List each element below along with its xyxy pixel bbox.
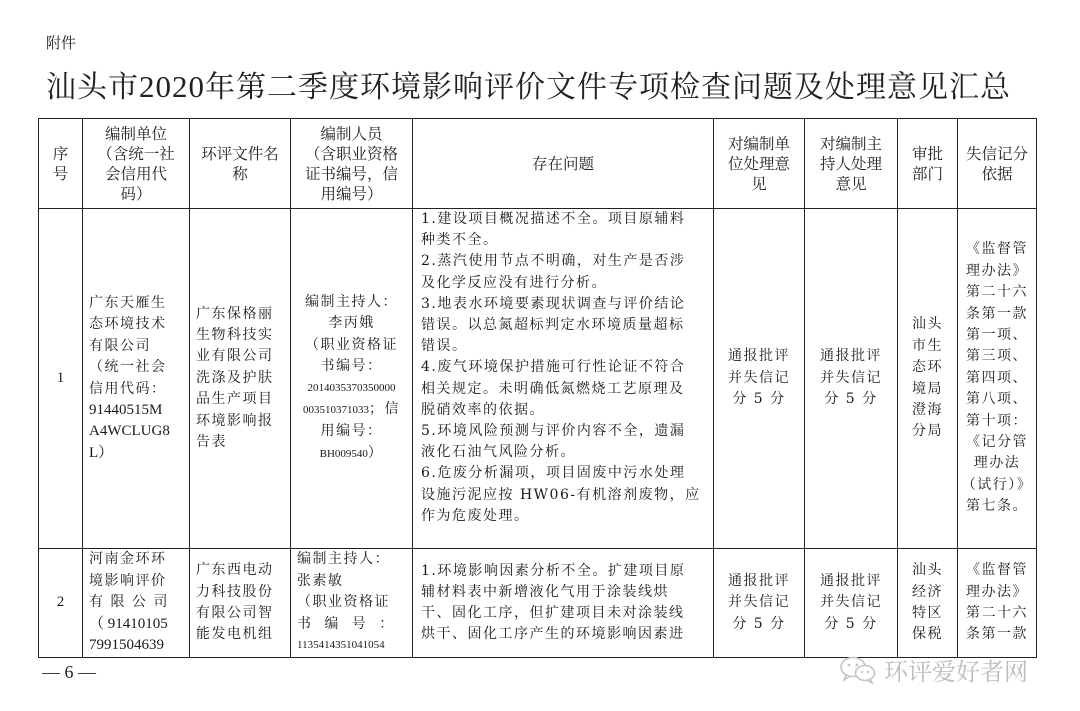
issue-item (421, 463, 705, 527)
cell-line: 广东西电动 (196, 562, 274, 579)
credit-separator: ；信 (369, 400, 400, 417)
cell-line: 位处理意 (727, 154, 790, 173)
cell-line: 洗涤及护肤 (196, 369, 274, 386)
header-dept (898, 119, 958, 209)
cell-line: 用编号） (320, 184, 383, 203)
cell-line: 持人处理 (819, 154, 882, 173)
cell-line: 第三项、 (966, 348, 1028, 365)
cell-line: 对编制主 (819, 134, 882, 153)
cert-label: （职业资格证 (297, 594, 390, 611)
issue-line: 脱硝效率的依据。 (421, 401, 545, 418)
cell-line: 态环 (912, 359, 943, 376)
header-doc-name (190, 119, 291, 209)
issue-item (421, 209, 705, 251)
cell-line: 广东保格丽 (196, 305, 274, 322)
cell-line: 环评文件名 (201, 144, 279, 163)
cell-line: 有 限 公 司 (89, 594, 169, 611)
cell-line: 告表 (196, 434, 227, 451)
wechat-icon (838, 655, 878, 685)
table-row (39, 549, 1037, 658)
cert-number: 1135414351041054 (297, 639, 385, 652)
cell-line: 态环境技术 (89, 316, 167, 333)
cell-line: 依据 (981, 164, 1013, 183)
cert-label: （职业资格证 (305, 336, 398, 353)
cell-line: 通报批评 (820, 572, 882, 589)
cell-line: 意见 (835, 174, 867, 193)
cell-line: 保税 (912, 626, 943, 643)
cell-line: 第二十六 (966, 605, 1028, 621)
cell-line: 特区 (912, 605, 943, 621)
page-title (46, 62, 1011, 106)
cell-line: L） (89, 444, 114, 461)
cell-line: 审批 (911, 144, 943, 163)
cell-line: 理办法》 (966, 583, 1028, 600)
cell-line: 境影响评价 (89, 572, 167, 589)
cell-line: 有限公司 (89, 337, 151, 354)
watermark-text: 环评爱好者网 (884, 658, 1028, 686)
cell-line: 《记分管 (966, 434, 1028, 451)
attachment-label: 附件 (46, 34, 77, 52)
header-issues (413, 119, 714, 209)
cell-line: 业有限公司 (196, 348, 274, 365)
cell-line: 并失信记 (820, 369, 882, 386)
issue-line: 1.环境影响因素分析不全。扩建项目原 (421, 562, 686, 579)
issue-line: 3.地表水环境要素现状调查与评价结论 (421, 295, 686, 312)
row-doc-name (190, 549, 291, 658)
issue-item (421, 357, 705, 421)
cell-line: 通报批评 (728, 572, 790, 589)
cell-line: 号 (52, 164, 69, 183)
cell-line: 通报批评 (728, 348, 790, 365)
header-seq (39, 119, 83, 209)
issue-item (421, 561, 705, 646)
issue-line: 辅材料表中新增液化气用于涂装线烘 (421, 583, 669, 600)
cell-line: 经济 (912, 583, 943, 600)
cell-line: 第四项、 (966, 369, 1028, 386)
row-seq: 2 (39, 549, 83, 658)
close-paren: ） (367, 444, 384, 461)
row-issues (413, 209, 714, 549)
row-staff (291, 549, 413, 658)
table-header-row (39, 119, 1037, 209)
row-basis (958, 209, 1037, 549)
cell-line: 《监督管 (966, 241, 1028, 258)
issue-line: 4.废气环境保护措施可行性论证不符合 (421, 359, 686, 376)
issue-line: 1.建设项目概况描述不全。项目原辅料 (421, 211, 686, 227)
cell-line: 91440515M (89, 401, 163, 418)
issue-line: 干、固化工序，但扩建项目未对涂装线 (421, 605, 685, 621)
cert-number: 2014035370350000 (307, 381, 396, 394)
cell-line: （ 91410105 (89, 615, 168, 632)
cell-line: 条第一款 (966, 626, 1028, 643)
cell-line: 品生产项目 (196, 391, 274, 408)
row-host-action (805, 549, 898, 658)
row-dept (898, 549, 958, 658)
cell-line: 第一项、 (966, 326, 1028, 343)
issue-line: 错误。 (421, 338, 468, 355)
table-row (39, 209, 1037, 549)
cell-line: 对编制单 (727, 134, 790, 153)
cert-label: 书 编 号 ： (297, 615, 395, 632)
cell-line: 编制单位 (104, 124, 167, 143)
page-number: — 6 — (42, 662, 96, 682)
summary-table (38, 118, 1037, 658)
cell-line: 力科技股份 (196, 583, 274, 600)
cell-line: 有限公司智 (196, 605, 274, 621)
host-label: 编制主持人： (297, 551, 390, 568)
issue-line: 5.环境风险预测与评价内容不全，遗漏 (421, 423, 686, 440)
cell-line: 存在问题 (531, 154, 594, 173)
cell-line: 分 5 分 (824, 615, 878, 632)
row-unit-action (714, 209, 805, 549)
issue-line: 种类不全。 (421, 232, 499, 249)
row-unit (83, 549, 190, 658)
host-label: 编制主持人： (305, 293, 398, 310)
cell-line: （试行）》 (961, 476, 1033, 493)
issue-item (421, 421, 705, 463)
cell-line: 并失信记 (728, 594, 790, 611)
cell-line: 第八项、 (966, 391, 1028, 408)
header-unit-action (714, 119, 805, 209)
header-staff (291, 119, 413, 209)
header-unit (83, 119, 190, 209)
cert-label: 书编号： (320, 358, 383, 375)
credit-number: BH009540 (319, 447, 368, 460)
row-host-action (805, 209, 898, 549)
credit-label: 用编号： (320, 423, 383, 440)
cell-line: （统一社会 (89, 359, 167, 376)
cell-line: 理办法》 (966, 262, 1028, 279)
cell-line: 信用代码： (89, 380, 167, 397)
cell-line: 7991504639 (89, 637, 164, 654)
cert-number: 003510371033 (303, 403, 369, 416)
cell-line: 分 5 分 (732, 391, 786, 408)
cell-line: 第七条。 (966, 498, 1028, 515)
issue-line: 烘干、固化工序产生的环境影响因素进 (421, 626, 685, 643)
cell-line: 市生 (912, 337, 943, 354)
row-unit-action (714, 549, 805, 658)
cell-line: A4WCLUG8 (89, 423, 170, 440)
cell-line: 条第一款 (966, 305, 1028, 322)
cell-line: 序 (52, 144, 69, 163)
row-staff (291, 209, 413, 549)
header-basis (958, 119, 1037, 209)
issue-item (421, 294, 705, 358)
cell-line: 编制人员 (320, 124, 383, 143)
issue-line: 作为危废处理。 (421, 507, 530, 524)
cell-line: 分局 (912, 423, 943, 440)
cell-line: 生物科技实 (196, 326, 274, 343)
cell-line: 境局 (912, 380, 943, 397)
row-doc-name (190, 209, 291, 549)
row-unit (83, 209, 190, 549)
cell-line: 部门 (911, 164, 943, 183)
cell-line: （含统一社 (97, 144, 175, 163)
row-basis (958, 549, 1037, 658)
cell-line: 能发电机组 (196, 626, 274, 643)
cell-line: 见 (751, 174, 767, 193)
issue-line: 设施污泥应按 HW06-有机溶剂废物，应 (421, 486, 701, 503)
title-year: 2020 (139, 69, 205, 104)
host-name: 李丙娥 (328, 315, 375, 332)
cell-line: 证书编号，信 (304, 164, 398, 183)
cell-line: 汕头 (912, 316, 943, 333)
header-host-action (805, 119, 898, 209)
cell-line: 《监督管 (966, 562, 1028, 579)
issue-line: 6.危废分析漏项，项目固废中污水处理 (421, 465, 686, 482)
cell-line: 通报批评 (820, 348, 882, 365)
cell-line: 汕头 (912, 562, 943, 579)
cell-line: 河南金环环 (89, 551, 167, 568)
cell-line: 并失信记 (820, 594, 882, 611)
title-prefix: 汕头市 (46, 70, 139, 105)
issue-line: 及化学反应没有进行分析。 (421, 274, 607, 291)
row-seq: 1 (39, 209, 83, 549)
cell-line: 广东天雁生 (89, 294, 167, 311)
watermark (838, 652, 1028, 687)
issue-line: 2.蒸汽使用节点不明确，对生产是否涉 (421, 253, 686, 270)
issue-line: 相关规定。未明确低氮燃烧工艺原理及 (421, 380, 685, 397)
cell-line: 失信记分 (965, 144, 1028, 163)
cell-line: 澄海 (912, 401, 943, 418)
cell-line: 第十项： (966, 412, 1028, 429)
row-dept (898, 209, 958, 549)
issue-item (421, 251, 705, 293)
cell-line: 环境影响报 (196, 412, 274, 429)
row-issues (413, 549, 714, 658)
cell-line: 会信用代 (104, 164, 167, 183)
issue-line: 液化石油气风险分析。 (421, 444, 576, 461)
cell-line: 分 5 分 (732, 615, 786, 632)
cell-line: 第二十六 (966, 284, 1028, 301)
cell-line: 称 (232, 164, 248, 183)
cell-line: （含职业资格 (304, 144, 398, 163)
cell-line: 分 5 分 (824, 391, 878, 408)
issue-line: 错误。以总氮超标判定水环境质量超标 (421, 317, 685, 334)
cell-line: 码） (120, 184, 152, 203)
cell-line: 并失信记 (728, 369, 790, 386)
title-suffix: 年第二季度环境影响评价文件专项检查问题及处理意见汇总 (205, 70, 1011, 105)
cell-line: 理办法 (973, 455, 1021, 472)
host-name: 张素敏 (297, 572, 344, 589)
